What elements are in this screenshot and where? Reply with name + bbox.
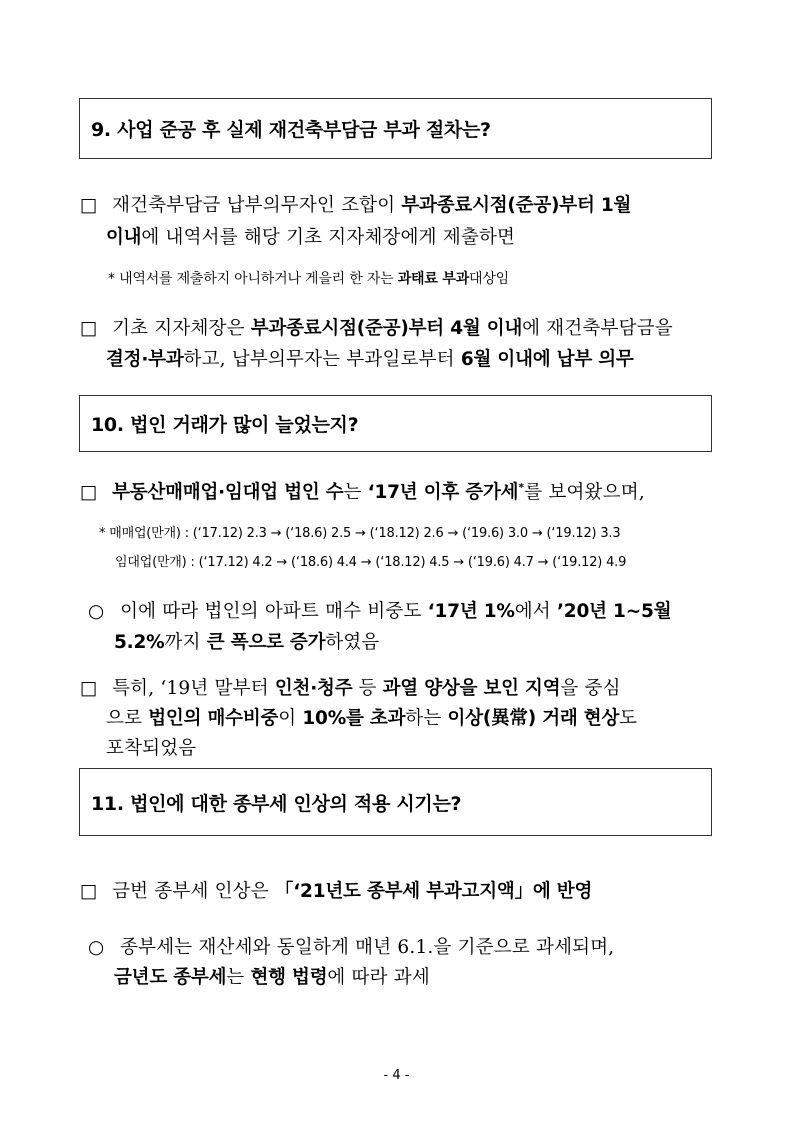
page-number: - 4 - [383,1068,410,1083]
q9-title-box [79,98,712,159]
q10-title: 10. 법인 거래가 많이 늘었는지? [91,414,359,436]
q11-bullet1: □ 금번 종부세 인상은 「‘21년도 종부세 부과고지액」에 반영 [80,881,593,902]
q9-bullet2-line1: □ 기초 지자체장은 부과종료시점(준공)부터 4월 이내에 재건축부담금을 [80,318,673,339]
q10-circle1-line1: ○ 이에 따라 법인의 아파트 매수 비중도 ‘17년 1%에서 ’20년 1~5월 [88,601,672,622]
circle-bullet-icon: ○ [88,601,105,622]
checkbox-bullet-icon: □ [80,195,98,216]
q9-bullet1-line2: 이내에 내역서를 해당 기초 지자체장에게 제출하면 [106,227,516,248]
q10-stat-rental: 임대업(만개) : (‘17.12) 4.2 → (‘18.6) 4.4 → (‘18.12) 4.5 → (‘19.6) 4.7 → (‘19.12) 4.9 [115,555,627,570]
circle-bullet-icon: ○ [88,937,105,958]
q9-title: 9. 사업 준공 후 실제 재건축부담금 부과 절차는? [91,119,491,141]
q9-bullet1-line1: □ 재건축부담금 납부의무자인 조합이 부과종료시점(준공)부터 1월 [80,195,632,216]
q10-title-box [79,395,712,452]
checkbox-bullet-icon: □ [80,678,98,699]
q9-footnote: * 내역서를 제출하지 아니하거나 게을리 한 자는 과태료 부과대상임 [108,271,510,287]
checkbox-bullet-icon: □ [80,318,98,339]
q10-bullet2-line3: 포착되었음 [106,738,197,759]
q10-circle1-line2: 5.2%까지 큰 폭으로 증가하였음 [114,632,380,653]
q10-bullet2-line2: 으로 법인의 매수비중이 10%를 초과하는 이상(異常) 거래 현상도 [106,708,638,729]
q10-stat-sales: * 매매업(만개) : (‘17.12) 2.3 → (‘18.6) 2.5 → (‘18.12) 2.6 → (‘19.6) 3.0 → (‘19.12) 3.3 [99,526,621,541]
q11-circle1-line2: 금년도 종부세는 현행 법령에 따라 과세 [114,967,430,988]
checkbox-bullet-icon: □ [80,881,98,902]
q10-bullet1: □ 부동산매매업·임대업 법인 수는 ‘17년 이후 증가세*를 보여왔으며, [80,480,645,503]
q11-circle1-line1: ○ 종부세는 재산세와 동일하게 매년 6.1.을 기준으로 과세되며, [88,937,615,958]
q9-bullet2-line2: 결정·부과하고, 납부의무자는 부과일로부터 6월 이내에 납부 의무 [106,349,634,370]
q10-bullet2-line1: □ 특히, ‘19년 말부터 인천·청주 등 과열 양상을 보인 지역을 중심 [80,678,621,699]
checkbox-bullet-icon: □ [80,482,98,503]
q11-title: 11. 법인에 대한 종부세 인상의 적용 시기는? [91,792,462,815]
q11-title-box [79,768,712,836]
